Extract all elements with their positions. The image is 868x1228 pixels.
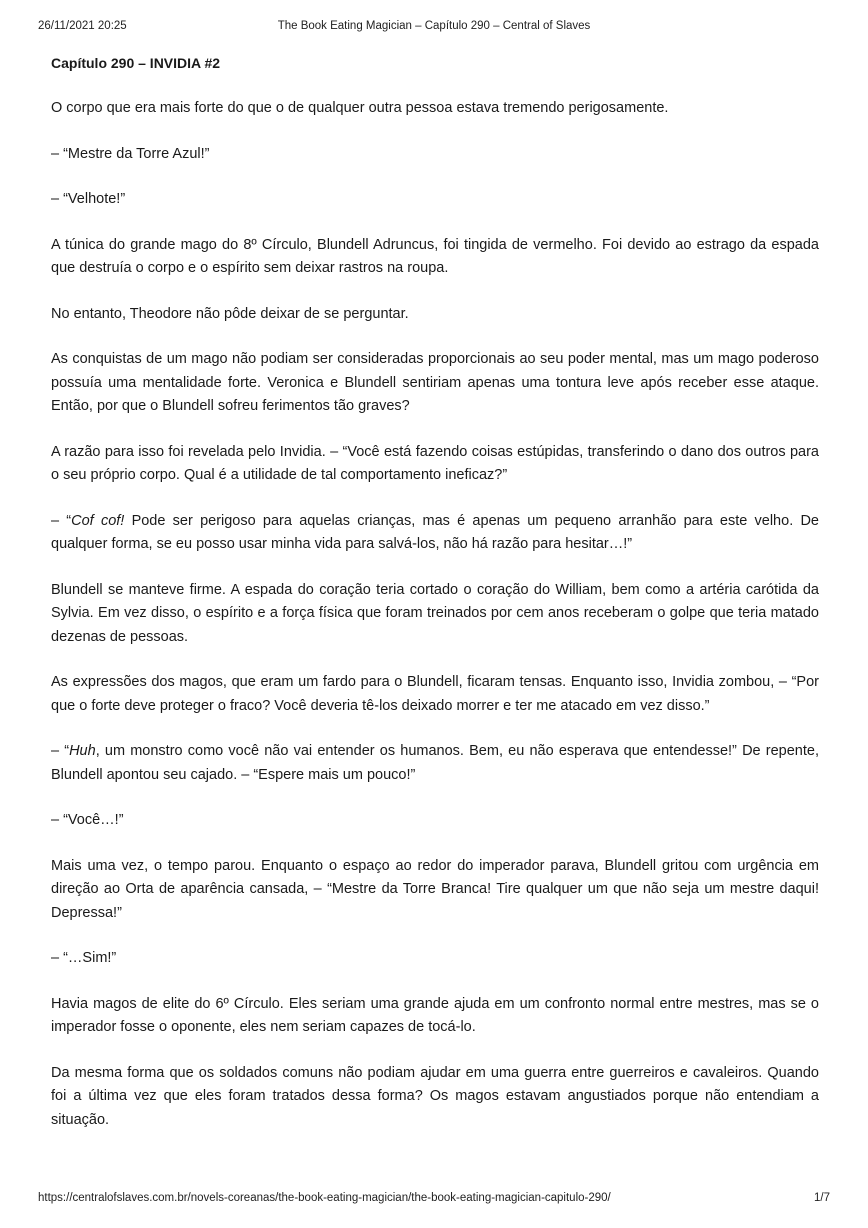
italic-text: Huh <box>69 743 96 759</box>
paragraph <box>51 579 819 650</box>
paragraph-text: – “ <box>51 512 72 529</box>
paragraph-text: O corpo que era mais forte do que o de qualquer outra pessoa estava tremendo perigosamente. <box>51 100 669 116</box>
paragraph <box>51 441 819 488</box>
paragraph <box>51 188 819 212</box>
paragraph-text: Blundell se manteve firme. A espada do coração teria cortado o coração do William, bem como a artéria carótida da Sylvia. Em vez disso, o espírito e a força física que foram treinados por cem anos receberam o golpe que teria matado dezenas de pessoas. <box>51 581 819 645</box>
paragraph <box>51 510 819 557</box>
paragraph <box>51 671 819 718</box>
paragraph <box>51 809 819 833</box>
paragraph <box>51 97 819 121</box>
paragraph-text: As conquistas de um mago não podiam ser consideradas proporcionais ao seu poder mental, mas um mago poderoso possuía uma mentalidade forte. Veronica e Blundell sentiriam apenas uma tontura leve após receber esse ataque. Então, por que o Blundell sofreu ferimentos tão graves? <box>51 351 819 414</box>
paragraph <box>51 855 819 926</box>
paragraph-text: – “Velhote!” <box>51 191 126 207</box>
print-date: 26/11/2021 20:25 <box>38 20 127 32</box>
paragraph-text: , um monstro como você não vai entender os humanos. Bem, eu não esperava que entendesse!” De repente, Blundell apontou seu cajado. – “Espere mais um pouco!” <box>51 743 819 783</box>
paragraph-text: Da mesma forma que os soldados comuns não podiam ajudar em uma guerra entre guerreiros e cavaleiros. Quando foi a última vez que eles foram tratados dessa forma? Os magos estavam angustiados porque não entendiam a situação. <box>51 1064 819 1128</box>
paragraph-text: As expressões dos magos, que eram um fardo para o Blundell, ficaram tensas. Enquanto isso, Invidia zombou, – “Por que o forte deve proteger o fraco? Você deveria tê-los deixado morrer e ter me atacado em vez disso.” <box>51 674 819 714</box>
paragraph-text: Havia magos de elite do 6º Círculo. Eles seriam uma grande ajuda em um confronto normal entre mestres, mas se o imperador fosse o oponente, eles nem seriam capazes de tocá-lo. <box>51 995 819 1035</box>
paragraph <box>51 740 819 787</box>
paragraph <box>51 143 819 167</box>
paragraph-text: A razão para isso foi revelada pelo Invidia. – “Você está fazendo coisas estúpidas, transferindo o dano dos outros para o seu próprio corpo. Qual é a utilidade de tal comportamento ineficaz?” <box>51 443 819 483</box>
paragraph <box>51 947 819 971</box>
paragraph <box>51 303 819 327</box>
paragraph-text: Mais uma vez, o tempo parou. Enquanto o espaço ao redor do imperador parava, Blundell gritou com urgência em direção ao Orta de aparência cansada, – “Mestre da Torre Branca! Tire qualquer um que não seja um mestre daqui! Depressa!” <box>51 857 819 921</box>
paragraph-text: A túnica do grande mago do 8º Círculo, Blundell Adruncus, foi tingida de vermelho. Foi devido ao estrago da espada que destruía o corpo e o espírito sem deixar rastros na roupa. <box>51 236 819 276</box>
print-page-title: The Book Eating Magician – Capítulo 290 – Central of Slaves <box>277 20 591 32</box>
paragraph <box>51 234 819 281</box>
paragraph-text: – “Mestre da Torre Azul!” <box>51 145 210 162</box>
paragraph <box>51 348 819 419</box>
paragraph-text: No entanto, Theodore não pôde deixar de se perguntar. <box>51 305 409 322</box>
paragraph-list <box>51 97 819 1132</box>
chapter-title: Capítulo 290 – INVIDIA #2 <box>51 55 221 71</box>
paragraph-text: – “ <box>51 743 70 759</box>
paragraph-text: – “…Sim!” <box>51 950 117 966</box>
paragraph-text: Pode ser perigoso para aquelas crianças, mas é apenas um pequeno arranhão para este velho. De qualquer forma, se eu posso usar minha vida para salvá-los, não há razão para hesitar…!” <box>51 512 819 552</box>
page-number: 1/7 <box>814 1192 830 1204</box>
paragraph <box>51 1062 819 1133</box>
article-body <box>51 53 819 1132</box>
footer-url: https://centralofslaves.com.br/novels-coreanas/the-book-eating-magician/the-book-eating-magician-capitulo-290/ <box>38 1192 611 1204</box>
paragraph-text: – “Você…!” <box>51 812 124 828</box>
paragraph <box>51 993 819 1040</box>
italic-text: Cof cof! <box>71 512 125 529</box>
